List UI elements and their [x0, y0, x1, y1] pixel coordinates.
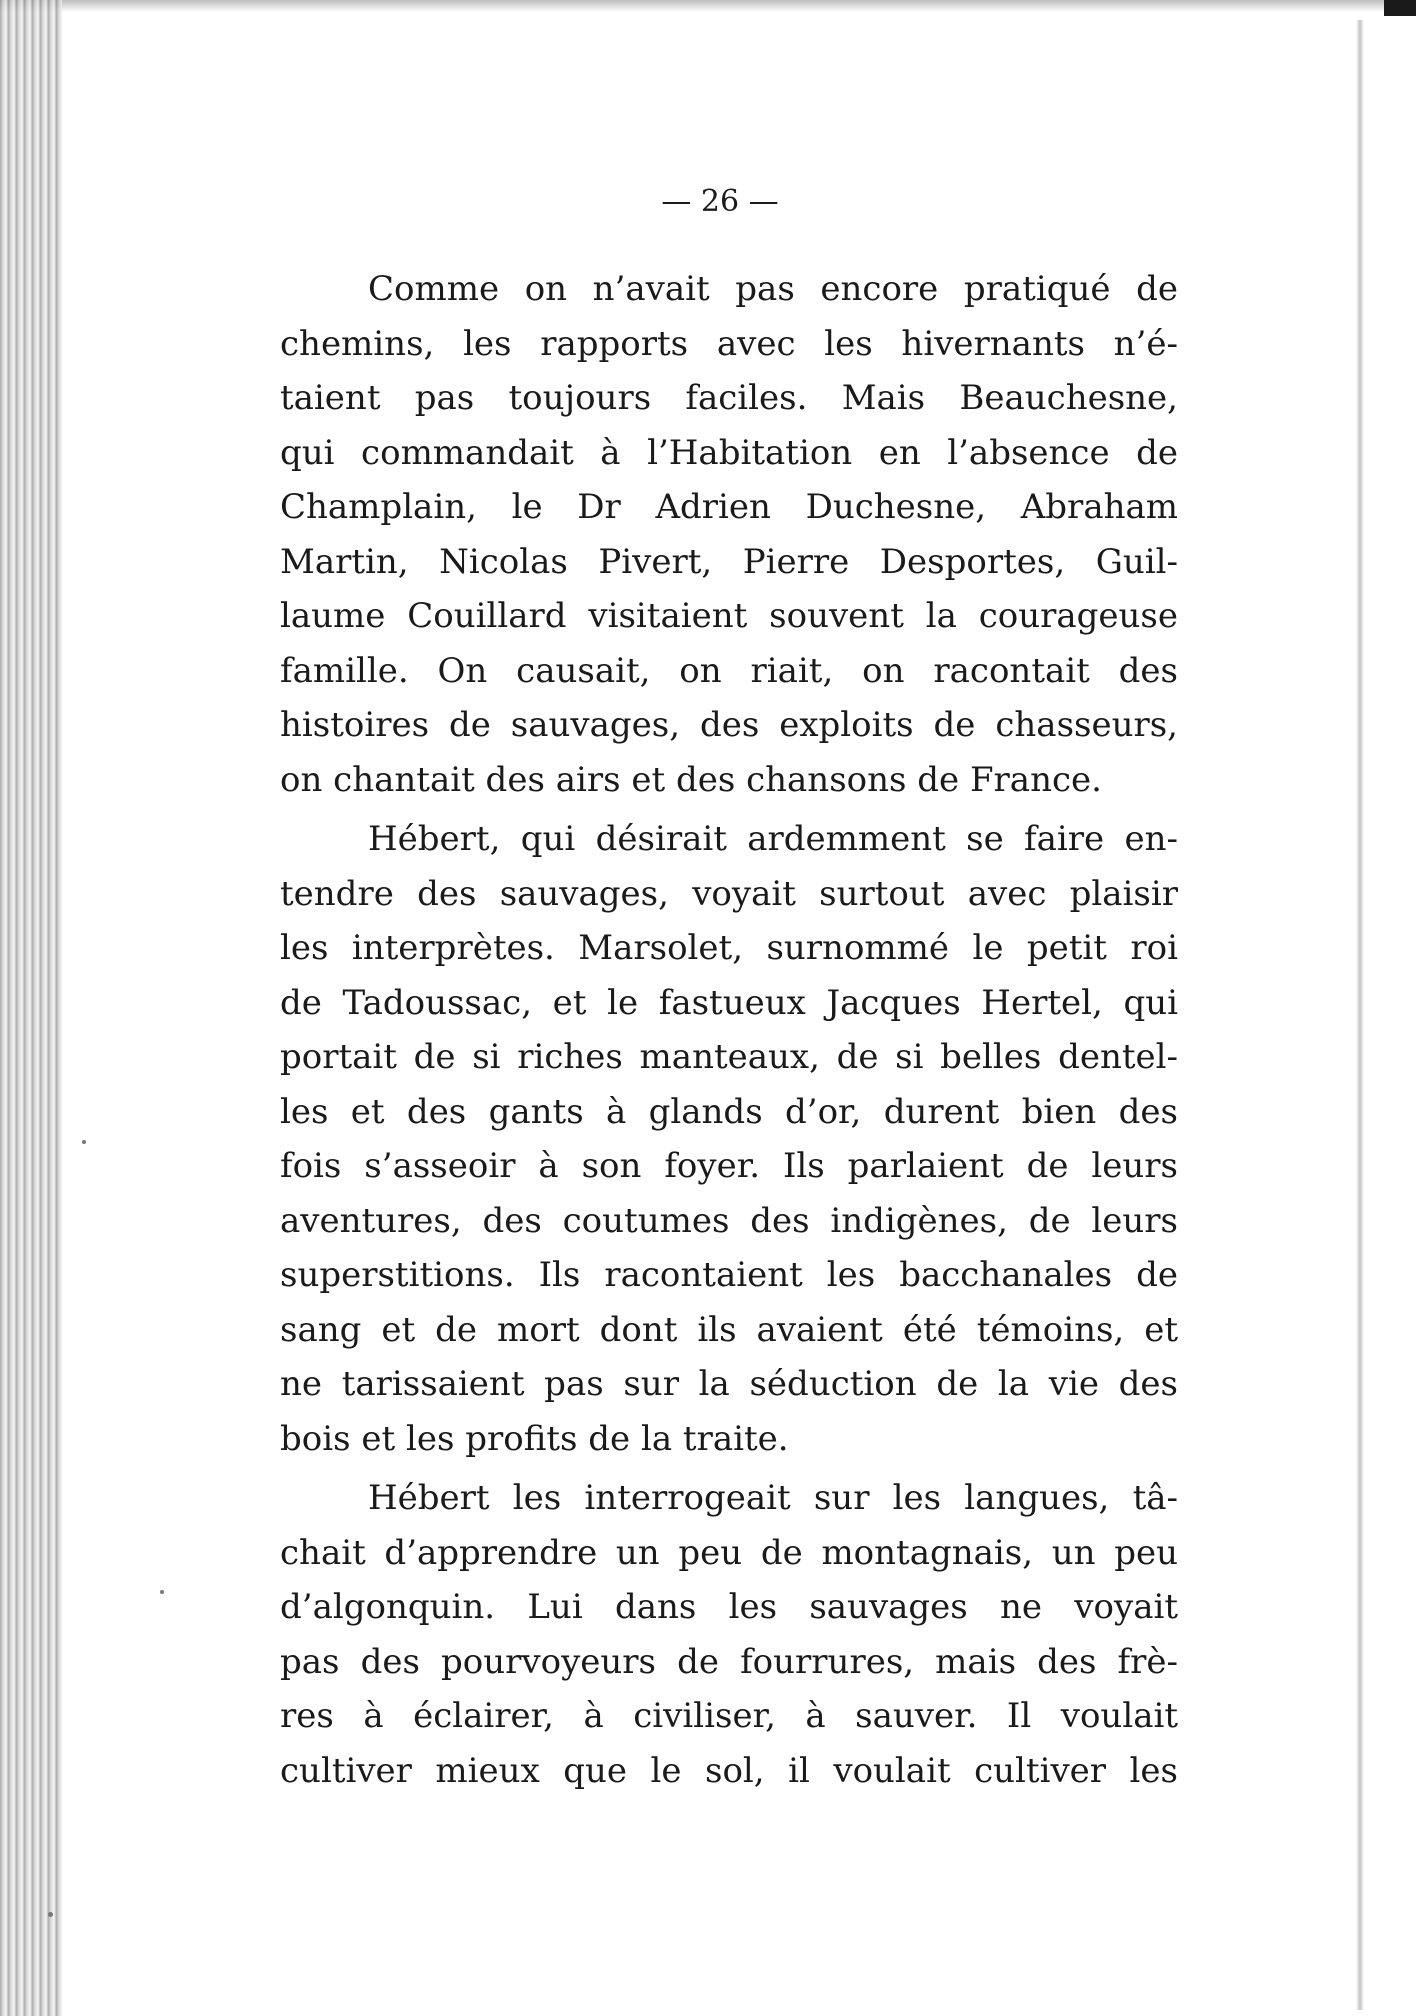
text-line: d’algonquin. Lui dans les sauvages ne voyait: [280, 1587, 1178, 1627]
text-line: qui commandait à l’Habitation en l’absence de: [280, 432, 1178, 473]
text-line: pas des pourvoyeurs de fourrures, mais des frè-: [280, 1641, 1178, 1682]
text-line: les interprètes. Marsolet, surnommé le petit roi: [280, 928, 1178, 968]
text-line: superstitions. Ils racontaient les bacchanales de: [280, 1255, 1178, 1295]
text-line: Martin, Nicolas Pivert, Pierre Desportes, Guil-: [280, 541, 1178, 582]
text-line: on chantait des airs et des chansons de France.: [280, 759, 1102, 800]
speck: [160, 1590, 164, 1594]
body-text: [280, 262, 1178, 1803]
text-line: portait de si riches manteaux, de si belles dentel-: [280, 1037, 1178, 1077]
text-line: laume Couillard visitaient souvent la courageuse: [280, 596, 1178, 636]
text-line: bois et les profits de la traite.: [280, 1418, 789, 1459]
speck: [48, 1912, 53, 1917]
scan-corner-shadow: [1384, 0, 1416, 16]
paragraph-1: [280, 262, 1178, 807]
text-line: tendre des sauvages, voyait surtout avec plaisir: [280, 873, 1178, 914]
text-line: les et des gants à glands d’or, durent bien des: [280, 1091, 1178, 1132]
text-line: Champlain, le Dr Adrien Duchesne, Abraham: [280, 487, 1178, 527]
text-line: de Tadoussac, et le fastueux Jacques Hertel, qui: [280, 982, 1178, 1023]
top-page-edge: [0, 0, 1416, 12]
text-line: Hébert les interrogeait sur les langues, tâ-: [368, 1478, 1178, 1518]
text-line: taient pas toujours faciles. Mais Beauchesne,: [280, 378, 1178, 418]
right-page-edge: [1356, 20, 1364, 2010]
text-line: Hébert, qui désirait ardemment se faire en-: [368, 819, 1178, 859]
page-number: — 26 —: [661, 184, 779, 219]
book-spine-edge: [0, 0, 62, 2016]
text-line: ne tarissaient pas sur la séduction de la vie des: [280, 1364, 1178, 1404]
text-line: cultiver mieux que le sol, il voulait cultiver les: [280, 1750, 1178, 1791]
text-line: Comme on n’avait pas encore pratiqué de: [368, 269, 1178, 309]
text-line: chemins, les rapports avec les hivernants n’é-: [280, 323, 1178, 364]
text-line: fois s’asseoir à son foyer. Ils parlaient de leurs: [280, 1146, 1178, 1186]
speck: [82, 1140, 86, 1144]
text-line: res à éclairer, à civiliser, à sauver. Il voulait: [280, 1696, 1178, 1736]
text-line: chait d’apprendre un peu de montagnais, un peu: [280, 1532, 1178, 1573]
paragraph-3: [280, 1471, 1178, 1798]
text-line: aventures, des coutumes des indigènes, de leurs: [280, 1200, 1178, 1241]
paragraph-2: [280, 812, 1178, 1466]
text-line: histoires de sauvages, des exploits de chasseurs,: [280, 705, 1178, 745]
text-line: sang et de mort dont ils avaient été témoins, et: [280, 1309, 1178, 1350]
text-line: famille. On causait, on riait, on racontait des: [280, 650, 1178, 691]
